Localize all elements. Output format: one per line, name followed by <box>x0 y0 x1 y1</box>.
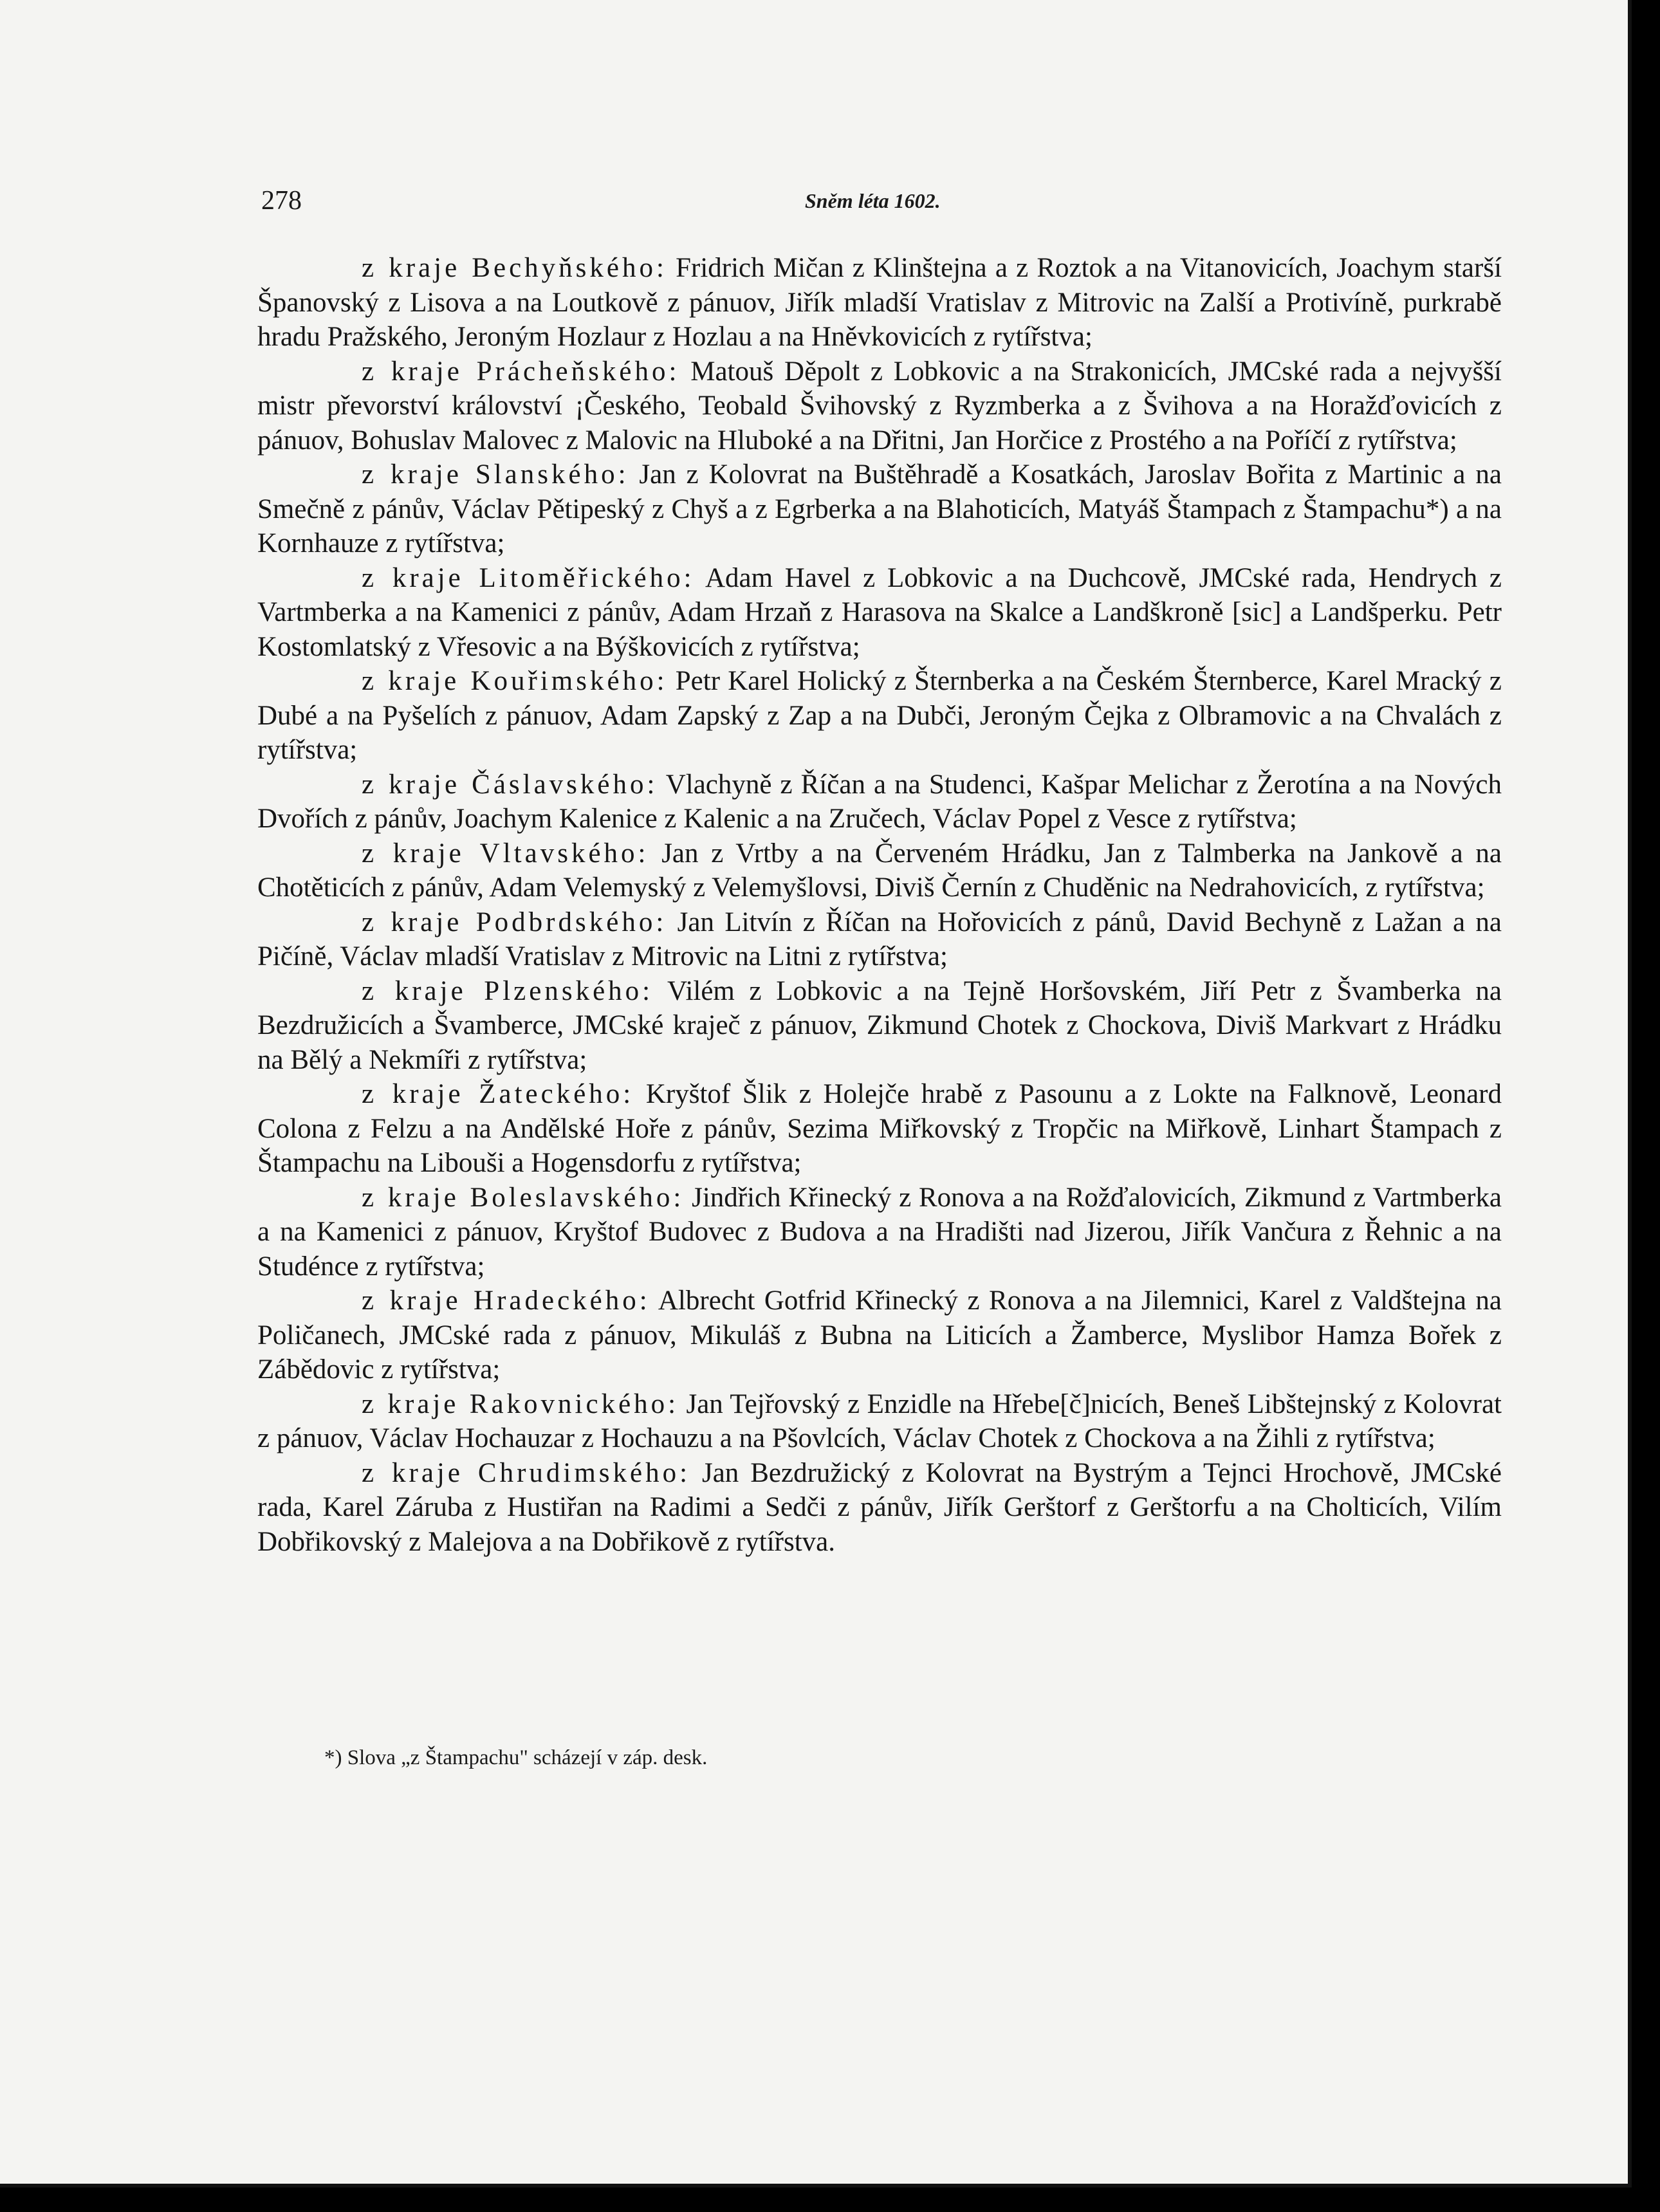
paragraph-text: Fridrich Mičan z Klinštejna a z Roztok a na Vitanovicích, Joachym starší Španovský z Lisova a na Loutkově z pánuov, Jiřík mladší Vratislav z Mitrovic na Zalší a Protivíně, purkrabě hradu Pražského, Jeroným Hozlaur z Hozlau a na Hněvkovicích z rytířstva; <box>257 253 1502 352</box>
page-header <box>261 185 1499 224</box>
paragraph-text: Vilém z Lobkovic a na Tejně Horšovském, Jiří Petr z Švamberka na Bezdružicích a Švamberce, JMCské kraječ z pánuov, Zikmund Chotek z Chockova, Diviš Markvart z Hrádku na Bělý a Nekmíři z rytířstva; <box>257 975 1502 1075</box>
region-heading: z kraje Chrudimského: <box>362 1457 691 1488</box>
paragraph-prachen <box>257 355 1502 458</box>
region-heading: z kraje Plzenského: <box>362 975 654 1006</box>
paragraph-text: Jan z Vrtby a na Červeném Hrádku, Jan z Talmberka na Jankově a na Chotěticích z pánův, Adam Velemyský z Velemyšlovsi, Diviš Černín z Chuděnic na Nedrahovicích, z rytířstva; <box>257 838 1502 903</box>
paragraph-text: Kryštof Šlik z Holejče hrabě z Pasounu a z Lokte na Falknově, Leonard Colona z Felzu a na Andělské Hoře z pánův, Sezima Miřkovský z Tropčic na Miřkově, Linhart Štampach z Štampachu na Libouši a Hogensdorfu z rytířstva; <box>257 1079 1502 1178</box>
paragraph-chrudim <box>257 1456 1502 1560</box>
region-heading: z kraje Bechyňského: <box>362 253 667 283</box>
page-number: 278 <box>261 186 302 216</box>
paragraph-hradec <box>257 1284 1502 1387</box>
paragraph-vltava <box>257 836 1502 905</box>
region-heading: z kraje Čáslavského: <box>362 769 658 800</box>
paragraph-caslav <box>257 768 1502 836</box>
paragraph-podbrdy <box>257 905 1502 974</box>
region-heading: z kraje Hradeckého: <box>362 1286 650 1316</box>
region-heading: z kraje Prácheňského: <box>362 356 680 387</box>
footnote: *) Slova „z Štampachu" scházejí v záp. desk. <box>324 1746 708 1769</box>
paragraph-slany <box>257 457 1502 561</box>
paragraph-text: Adam Havel z Lobkovic a na Duchcově, JMCské rada, Hendrych z Vartmberka a na Kamenici z pánův, Adam Hrzaň z Harasova na Skalce a Landškroně [sic] a Landšperku. Petr Kostomlatský z Vřesovic a na Býškovicích z rytířstva; <box>257 562 1502 662</box>
running-title: Sněm léta 1602. <box>805 189 941 212</box>
region-heading: z kraje Podbrdského: <box>362 907 667 937</box>
paragraph-text: Jan Bezdružický z Kolovrat na Bystrým a Tejnci Hrochově, JMCské rada, Karel Záruba z Hustiřan na Radimi a Sedči z pánův, Jiřík Gerštorf z Gerštorfu a na Cholticích, Vilím Dobřikovský z Malejova a na Dobřikově z rytířstva. <box>257 1457 1502 1557</box>
paragraph-text: Jan Litvín z Říčan na Hořovicích z pánů, David Bechyně z Lažan a na Pičíně, Václav mladší Vratislav z Mitrovic na Litni z rytířstva; <box>257 907 1502 972</box>
paragraph-plzen <box>257 974 1502 1078</box>
region-heading: z kraje Kouřimského: <box>362 666 668 696</box>
paragraph-rakovnik <box>257 1387 1502 1456</box>
paragraph-text: Matouš Děpolt z Lobkovic a na Strakonicích, JMCské rada a nejvyšší mistr převorství království ¡Českého, Teobald Švihovský z Ryzmberka a z Švihova a na Horažďovicích z pánuov, Bohuslav Malovec z Malovic na Hluboké a na Dřitni, Jan Horčice z Prostého a na Poříčí z rytířstva; <box>257 356 1502 456</box>
paragraph-text: Jindřich Křinecký z Ronova a na Rožďalovicích, Zikmund z Vartmberka a na Kamenici z pánuov, Kryštof Budovec z Budova a na Hradišti nad Jizerou, Jiřík Vančura z Řehnic a na Studénce z rytířstva; <box>257 1182 1502 1282</box>
paragraph-text: Petr Karel Holický z Šternberka a na Českém Šternberce, Karel Mracký z Dubé a na Pyšelích z pánuov, Adam Zapský z Zap a na Dubči, Jeroným Čejka z Olbramovic a na Chvalách z rytířstva; <box>257 666 1502 765</box>
paragraph-boleslav <box>257 1181 1502 1284</box>
paragraph-zatec <box>257 1077 1502 1181</box>
paragraph-text: Vlachyně z Říčan a na Studenci, Kašpar Melichar z Žerotína a na Nových Dvořích z pánův, Joachym Kalenice z Kalenic a na Zručech, Václav Popel z Vesce z rytířstva; <box>257 769 1502 834</box>
region-heading: z kraje Litoměřického: <box>362 562 695 593</box>
region-heading: z kraje Boleslavského: <box>362 1182 685 1213</box>
paragraph-litomerice <box>257 561 1502 665</box>
region-heading: z kraje Rakovnického: <box>362 1388 679 1419</box>
paragraph-text: Albrecht Gotfrid Křinecký z Ronova a na Jilemnici, Karel z Valdštejna na Poličanech, JMCské rada z pánuov, Mikuláš z Bubna na Liticích a Žamberce, Myslibor Hamza Bořek z Zábědovic z rytířstva; <box>257 1286 1502 1385</box>
region-heading: z kraje Žateckého: <box>362 1079 634 1109</box>
region-heading: z kraje Slanského: <box>362 459 629 490</box>
paragraph-text: Jan z Kolovrat na Buštěhradě a Kosatkách, Jaroslav Bořita z Martinic a na Smečně z pánův, Václav Pětipeský z Chyš a z Egrberka a na Blahoticích, Matyáš Štampach z Štampachu*) a na Kornhauze z rytířstva; <box>257 459 1502 558</box>
paragraph-bechyne <box>257 251 1502 355</box>
paragraph-text: Jan Tejřovský z Enzidle na Hřebe[č]nicích, Beneš Libštejnský z Kolovrat z pánuov, Václav Hochauzar z Hochauzu a na Pšovlcích, Václav Chotek z Chockova a na Žihli z rytířstva; <box>257 1388 1502 1453</box>
region-heading: z kraje Vltavského: <box>362 838 649 869</box>
main-text <box>257 251 1502 1559</box>
paragraph-kourim <box>257 664 1502 768</box>
